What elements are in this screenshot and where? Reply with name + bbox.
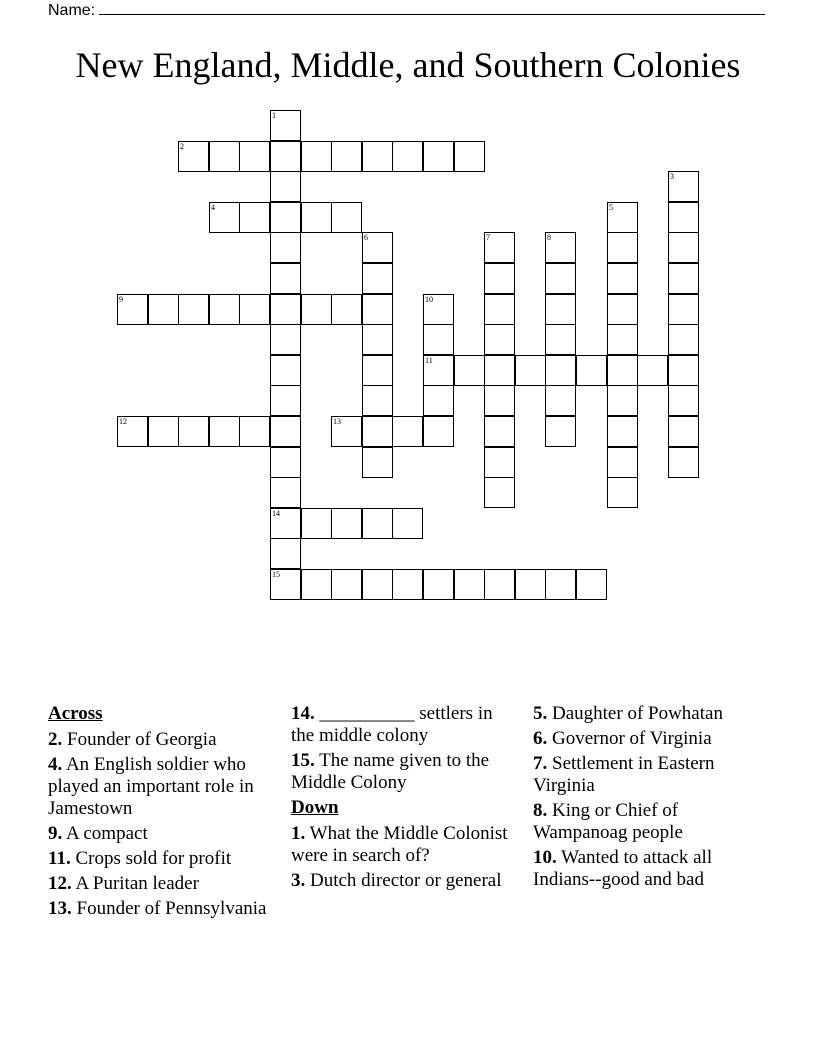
grid-cell[interactable] bbox=[484, 385, 515, 416]
clue-down-8: 8. King or Chief of Wampanoag people bbox=[533, 800, 683, 843]
grid-cell[interactable] bbox=[484, 263, 515, 294]
grid-cell[interactable] bbox=[668, 416, 699, 447]
grid-cell[interactable] bbox=[301, 569, 332, 600]
grid-cell[interactable] bbox=[545, 324, 576, 355]
grid-cell[interactable] bbox=[668, 171, 699, 202]
grid-cell[interactable] bbox=[117, 416, 148, 447]
grid-cell[interactable] bbox=[117, 294, 148, 325]
grid-cell[interactable] bbox=[576, 355, 607, 386]
grid-cell[interactable] bbox=[484, 416, 515, 447]
cell-number: 7 bbox=[486, 233, 490, 242]
grid-cell[interactable] bbox=[607, 477, 638, 508]
grid-cell[interactable] bbox=[423, 324, 454, 355]
grid-cell[interactable] bbox=[545, 385, 576, 416]
grid-cell[interactable] bbox=[270, 263, 301, 294]
grid-cell[interactable] bbox=[423, 355, 454, 386]
grid-cell[interactable] bbox=[362, 385, 393, 416]
grid-cell[interactable] bbox=[423, 141, 454, 172]
grid-cell[interactable] bbox=[270, 355, 301, 386]
clue-down-3: 3. Dutch director or general bbox=[291, 870, 502, 891]
grid-cell[interactable] bbox=[270, 202, 301, 233]
clue-across-9: 9. A compact bbox=[48, 823, 148, 844]
clue-down-6: 6. Governor of Virginia bbox=[533, 728, 712, 749]
grid-cell[interactable] bbox=[607, 294, 638, 325]
grid-cell[interactable] bbox=[668, 447, 699, 478]
grid-cell[interactable] bbox=[301, 141, 332, 172]
grid-cell[interactable] bbox=[362, 141, 393, 172]
grid-cell[interactable] bbox=[270, 141, 301, 172]
clue-across-11: 11. Crops sold for profit bbox=[48, 848, 232, 869]
grid-cell[interactable] bbox=[668, 324, 699, 355]
grid-cell[interactable] bbox=[607, 447, 638, 478]
cell-number: 14 bbox=[272, 509, 280, 518]
cell-number: 12 bbox=[119, 417, 127, 426]
name-line bbox=[48, 0, 765, 20]
clue-down-1: 1. What the Middle Colonist were in search of? bbox=[291, 823, 508, 866]
grid-cell[interactable] bbox=[484, 447, 515, 478]
grid-cell[interactable] bbox=[270, 324, 301, 355]
cell-number: 13 bbox=[333, 417, 341, 426]
cell-number: 4 bbox=[211, 203, 215, 212]
grid-cell[interactable] bbox=[331, 294, 362, 325]
clue-across-4: 4. An English soldier who played an important role in Jamestown bbox=[48, 754, 254, 819]
name-label: Name: bbox=[48, 2, 96, 19]
grid-cell[interactable] bbox=[545, 294, 576, 325]
grid-cell[interactable] bbox=[239, 202, 270, 233]
cell-number: 5 bbox=[609, 203, 613, 212]
grid-cell[interactable] bbox=[515, 569, 546, 600]
cell-number: 3 bbox=[670, 172, 674, 181]
down-heading: Down bbox=[291, 797, 339, 818]
cell-number: 10 bbox=[425, 295, 433, 304]
grid-cell[interactable] bbox=[576, 569, 607, 600]
grid-cell[interactable] bbox=[454, 569, 485, 600]
grid-cell[interactable] bbox=[270, 171, 301, 202]
grid-cell[interactable] bbox=[668, 385, 699, 416]
clue-across-15: 15. The name given to the Middle Colony bbox=[291, 750, 490, 793]
grid-cell[interactable] bbox=[484, 477, 515, 508]
cell-number: 8 bbox=[547, 233, 551, 242]
grid-cell[interactable] bbox=[178, 141, 209, 172]
grid-cell[interactable] bbox=[270, 447, 301, 478]
grid-cell[interactable] bbox=[484, 355, 515, 386]
grid-cell[interactable] bbox=[301, 508, 332, 539]
grid-cell[interactable] bbox=[668, 294, 699, 325]
grid-cell[interactable] bbox=[362, 355, 393, 386]
grid-cell[interactable] bbox=[239, 294, 270, 325]
grid-cell[interactable] bbox=[178, 416, 209, 447]
cell-number: 11 bbox=[425, 356, 433, 365]
grid-cell[interactable] bbox=[668, 232, 699, 263]
clue-across-13: 13. Founder of Pennsylvania bbox=[48, 898, 267, 919]
grid-cell[interactable] bbox=[545, 355, 576, 386]
grid-cell[interactable] bbox=[668, 263, 699, 294]
cell-number: 15 bbox=[272, 570, 280, 579]
grid-cell[interactable] bbox=[637, 355, 668, 386]
cell-number: 6 bbox=[364, 233, 368, 242]
clue-down-5: 5. Daughter of Powhatan bbox=[533, 703, 723, 724]
grid-cell[interactable] bbox=[454, 355, 485, 386]
grid-cell[interactable] bbox=[362, 263, 393, 294]
grid-cell[interactable] bbox=[209, 416, 240, 447]
grid-cell[interactable] bbox=[239, 416, 270, 447]
grid-cell[interactable] bbox=[331, 416, 362, 447]
grid-cell[interactable] bbox=[148, 294, 179, 325]
grid-cell[interactable] bbox=[545, 416, 576, 447]
grid-cell[interactable] bbox=[362, 508, 393, 539]
grid-cell[interactable] bbox=[515, 355, 546, 386]
cell-number: 2 bbox=[180, 142, 184, 151]
name-blank[interactable] bbox=[99, 0, 765, 15]
grid-cell[interactable] bbox=[423, 385, 454, 416]
grid-cell[interactable] bbox=[545, 232, 576, 263]
grid-cell[interactable] bbox=[362, 416, 393, 447]
grid-cell[interactable] bbox=[362, 324, 393, 355]
across-heading: Across bbox=[48, 703, 103, 724]
clue-column-3 bbox=[533, 703, 763, 894]
clue-down-10: 10. Wanted to attack all Indians--good and bad bbox=[533, 847, 713, 890]
grid-cell[interactable] bbox=[423, 294, 454, 325]
grid-cell[interactable] bbox=[607, 202, 638, 233]
grid-cell[interactable] bbox=[331, 141, 362, 172]
grid-cell[interactable] bbox=[178, 294, 209, 325]
grid-cell[interactable] bbox=[148, 416, 179, 447]
clue-down-7: 7. Settlement in Eastern Virginia bbox=[533, 753, 715, 796]
grid-cell[interactable] bbox=[392, 416, 423, 447]
grid-cell[interactable] bbox=[270, 232, 301, 263]
grid-cell[interactable] bbox=[270, 477, 301, 508]
grid-cell[interactable] bbox=[484, 324, 515, 355]
grid-cell[interactable] bbox=[607, 355, 638, 386]
grid-cell[interactable] bbox=[301, 202, 332, 233]
grid-cell[interactable] bbox=[209, 202, 240, 233]
grid-cell[interactable] bbox=[209, 294, 240, 325]
grid-cell[interactable] bbox=[331, 508, 362, 539]
grid-cell[interactable] bbox=[209, 141, 240, 172]
grid-cell[interactable] bbox=[270, 385, 301, 416]
grid-cell[interactable] bbox=[668, 202, 699, 233]
grid-cell[interactable] bbox=[607, 416, 638, 447]
grid-cell[interactable] bbox=[362, 569, 393, 600]
grid-cell[interactable] bbox=[423, 569, 454, 600]
clue-column-1 bbox=[48, 703, 276, 923]
grid-cell[interactable] bbox=[484, 569, 515, 600]
cell-number: 9 bbox=[119, 295, 123, 304]
grid-cell[interactable] bbox=[454, 141, 485, 172]
clue-across-2: 2. Founder of Georgia bbox=[48, 729, 217, 750]
grid-cell[interactable] bbox=[270, 538, 301, 569]
grid-cell[interactable] bbox=[668, 355, 699, 386]
grid-cell[interactable] bbox=[270, 569, 301, 600]
grid-cell[interactable] bbox=[423, 416, 454, 447]
grid-cell[interactable] bbox=[362, 294, 393, 325]
grid-cell[interactable] bbox=[270, 110, 301, 141]
grid-cell[interactable] bbox=[392, 508, 423, 539]
grid-cell[interactable] bbox=[607, 385, 638, 416]
clue-column-2 bbox=[291, 703, 513, 895]
grid-cell[interactable] bbox=[270, 416, 301, 447]
grid-cell[interactable] bbox=[362, 447, 393, 478]
clue-across-12: 12. A Puritan leader bbox=[48, 873, 199, 894]
grid-cell[interactable] bbox=[607, 324, 638, 355]
grid-cell[interactable] bbox=[392, 569, 423, 600]
grid-cell[interactable] bbox=[607, 232, 638, 263]
page-title: New England, Middle, and Southern Colonies bbox=[75, 45, 741, 85]
grid-cell[interactable] bbox=[484, 294, 515, 325]
grid-cell[interactable] bbox=[545, 263, 576, 294]
grid-cell[interactable] bbox=[362, 232, 393, 263]
grid-cell[interactable] bbox=[331, 569, 362, 600]
cell-number: 1 bbox=[272, 111, 276, 120]
grid-cell[interactable] bbox=[484, 232, 515, 263]
grid-cell[interactable] bbox=[545, 569, 576, 600]
grid-cell[interactable] bbox=[239, 141, 270, 172]
grid-cell[interactable] bbox=[331, 202, 362, 233]
grid-cell[interactable] bbox=[270, 508, 301, 539]
clue-across-14: 14. __________ settlers in the middle colony bbox=[291, 703, 493, 746]
grid-cell[interactable] bbox=[301, 294, 332, 325]
grid-cell[interactable] bbox=[270, 294, 301, 325]
grid-cell[interactable] bbox=[607, 263, 638, 294]
grid-cell[interactable] bbox=[392, 141, 423, 172]
